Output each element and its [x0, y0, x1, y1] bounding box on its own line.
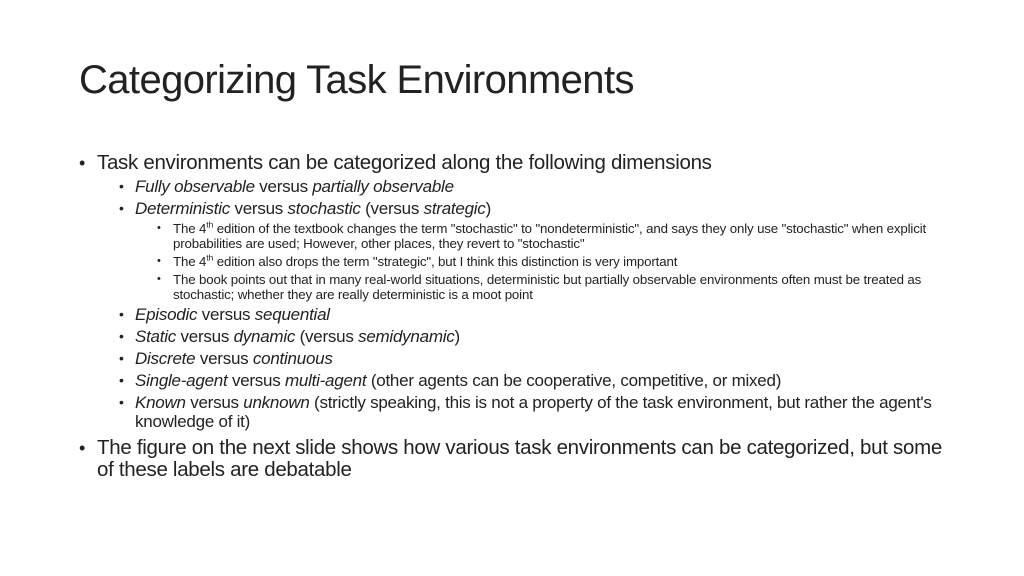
term-b: sequential: [254, 305, 330, 324]
paren-open: (versus: [360, 199, 424, 218]
term-a: Deterministic: [135, 199, 230, 218]
list-item: [119, 349, 959, 368]
bullet-icon: •: [119, 350, 124, 366]
list-item: [79, 152, 959, 431]
superscript: th: [206, 252, 214, 263]
text: (other agents can be cooperative, competitive, or mixed): [366, 371, 782, 390]
bullet-icon: •: [157, 273, 161, 285]
paren-close: ): [454, 327, 460, 346]
bullet-icon: •: [79, 153, 86, 173]
list-item: [119, 393, 959, 431]
bullet-icon: •: [119, 394, 124, 410]
term-b: unknown: [243, 393, 310, 412]
bullet-list-level3: [157, 221, 959, 302]
versus-text: versus: [254, 177, 313, 196]
bullet-icon: •: [119, 200, 124, 216]
term-b: stochastic: [287, 199, 361, 218]
text: The 4: [173, 254, 207, 269]
term-a: Single-agent: [135, 371, 228, 390]
term-b: continuous: [252, 349, 333, 368]
text: edition also drops the term "strategic", but I think this distinction is very important: [213, 254, 678, 269]
text: (strictly speaking, this is not a property of the task environment, but rather the agent's knowledge of it): [135, 393, 932, 431]
term-a: Fully observable: [135, 177, 255, 196]
term-a: Known: [135, 393, 186, 412]
bullet-icon: •: [119, 328, 124, 344]
slide-title: Categorizing Task Environments: [79, 58, 634, 102]
term-b: partially observable: [312, 177, 454, 196]
paren-close: ): [485, 199, 491, 218]
list-item: [119, 305, 959, 324]
list-item: [79, 437, 959, 481]
term-b: dynamic: [233, 327, 296, 346]
term-a: Discrete: [135, 349, 196, 368]
bullet-icon: •: [119, 178, 124, 194]
versus-text: versus: [230, 199, 288, 218]
list-item: [157, 254, 959, 269]
versus-text: versus: [185, 393, 244, 412]
bullet-icon: •: [157, 255, 161, 267]
list-item: [157, 272, 959, 302]
text: The book points out that in many real-world situations, deterministic but partially observable environments often must be treated as stochastic; whether they are really deterministic is a moot point: [173, 272, 922, 302]
bullet-icon: •: [119, 372, 124, 388]
term-a: Episodic: [135, 305, 198, 324]
slide-content: [79, 152, 959, 481]
term-b: multi-agent: [285, 371, 367, 390]
list-item: [157, 221, 959, 251]
bullet-list-level2: [119, 177, 959, 431]
term-c: semidynamic: [358, 327, 455, 346]
list-item: [119, 371, 959, 390]
versus-text: versus: [227, 371, 285, 390]
versus-text: versus: [197, 305, 255, 324]
bullet-list-level1: [79, 152, 959, 481]
list-item: [119, 327, 959, 346]
versus-text: versus: [176, 327, 234, 346]
term-c: strategic: [423, 199, 486, 218]
text: The 4: [173, 221, 207, 236]
text: edition of the textbook changes the term "stochastic" to "nondeterministic", and says they only use "stochastic" when explicit probabilities are used; However, other places, they revert to "stochastic": [173, 221, 927, 251]
superscript: th: [206, 219, 214, 230]
term-a: Static: [135, 327, 177, 346]
versus-text: versus: [195, 349, 253, 368]
item-text: The figure on the next slide shows how various task environments can be categorized, but some of these labels are debatable: [97, 436, 942, 481]
list-item: [119, 199, 959, 302]
bullet-icon: •: [157, 222, 161, 234]
item-text: Task environments can be categorized along the following dimensions: [97, 151, 712, 174]
bullet-icon: •: [79, 438, 86, 458]
paren-open: (versus: [295, 327, 359, 346]
list-item: [119, 177, 959, 196]
bullet-icon: •: [119, 306, 124, 322]
